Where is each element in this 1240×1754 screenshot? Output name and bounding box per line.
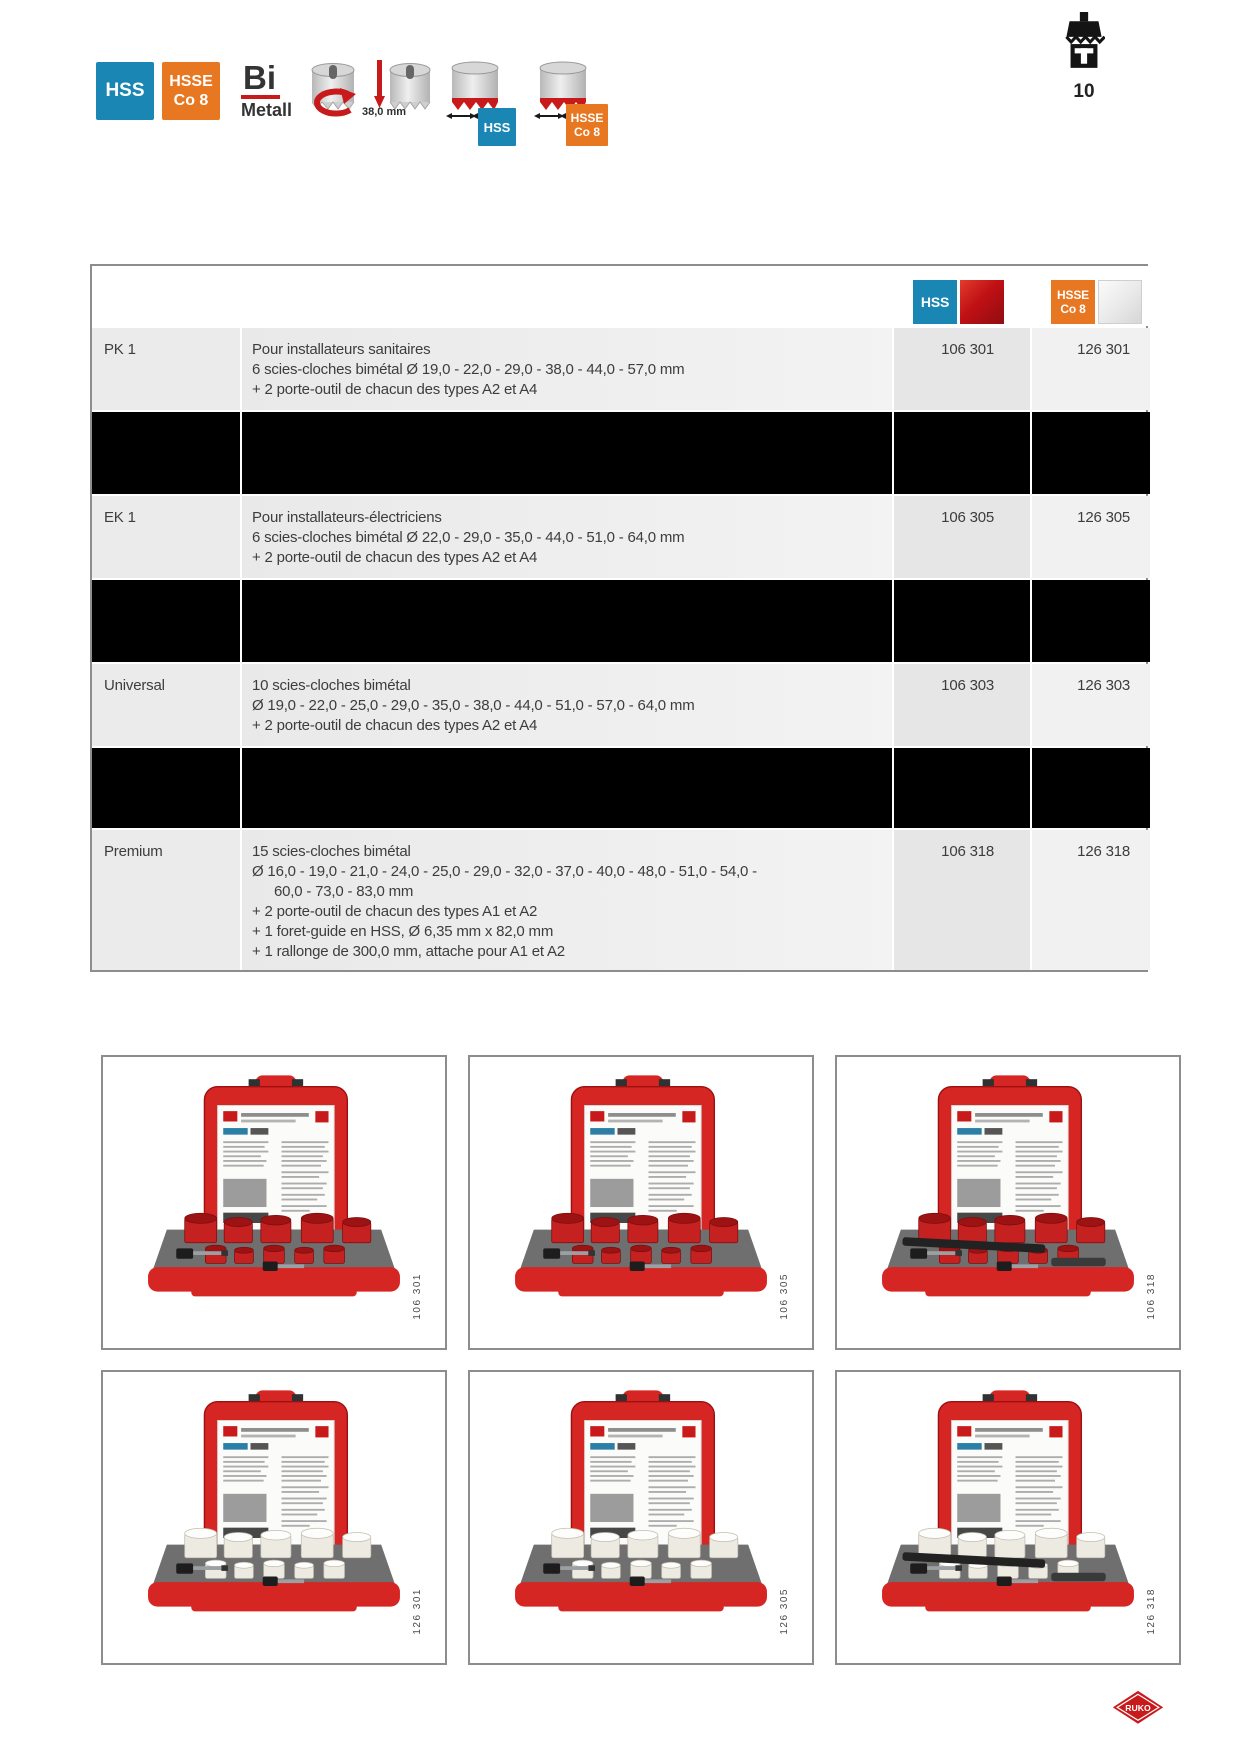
description-line: Pour installateurs sanitaires	[252, 341, 431, 358]
table-header-hss-col	[894, 266, 1030, 326]
product-name-cell: Universal	[92, 664, 240, 746]
chapter-holesaw-icon	[1063, 12, 1105, 72]
hsse-badge-line1: HSSE	[169, 73, 213, 90]
table-separator-cell	[242, 748, 892, 828]
cutting-depth-icon	[374, 58, 436, 130]
svg-text:RUKO: RUKO	[1125, 1702, 1151, 1713]
hss-case-thumbnail	[960, 280, 1004, 324]
product-description-cell	[242, 496, 892, 578]
description-line: 6 scies-cloches bimétal Ø 22,0 - 29,0 - 35,0 - 44,0 - 51,0 - 64,0 mm	[252, 529, 685, 546]
tool-case-illustration	[133, 1388, 415, 1641]
table-separator-cell	[92, 580, 240, 662]
ruko-logo	[1112, 1690, 1164, 1728]
article-number-hsse-cell: 126 303	[1032, 664, 1150, 746]
article-number-hss-cell: 106 301	[894, 328, 1030, 410]
description-line: + 1 rallonge de 300,0 mm, attache pour A1 et A2	[252, 943, 565, 960]
product-description-cell	[242, 328, 892, 410]
tool-case-photo	[867, 1073, 1149, 1326]
table-separator-cell	[894, 412, 1030, 494]
description-line: Ø 19,0 - 22,0 - 25,0 - 29,0 - 35,0 - 38,0 - 44,0 - 51,0 - 57,0 - 64,0 mm	[252, 697, 695, 714]
table-separator-cell	[242, 580, 892, 662]
tool-case-illustration	[500, 1073, 782, 1326]
hss-badge-label: HSS	[105, 80, 145, 101]
product-name-cell: EK 1	[92, 496, 240, 578]
tool-case-illustration	[867, 1073, 1149, 1326]
hsse-mini-badge	[566, 104, 608, 146]
hss-mini-badge	[478, 108, 516, 146]
hsse-mini-line1: HSSE	[570, 111, 604, 125]
article-number-hsse-cell: 126 301	[1032, 328, 1150, 410]
description-line: Ø 16,0 - 19,0 - 21,0 - 24,0 - 25,0 - 29,0 - 32,0 - 37,0 - 40,0 - 48,0 - 51,0 - 54,0 -	[252, 863, 757, 880]
holesaw-rotation-icon	[302, 58, 364, 130]
tool-case-illustration	[867, 1388, 1149, 1641]
bimetall-logo	[241, 59, 293, 121]
table-separator-cell	[894, 580, 1030, 662]
product-name-cell: Premium	[92, 830, 240, 970]
table-separator-cell	[92, 412, 240, 494]
photo-article-caption: 106 301	[412, 1273, 423, 1320]
photo-article-caption: 106 305	[779, 1273, 790, 1320]
bimetall-bi-text: Bi	[241, 62, 280, 99]
hsse-case-thumbnail	[1098, 280, 1142, 324]
article-number-hss-cell: 106 303	[894, 664, 1030, 746]
tool-case-illustration	[500, 1388, 782, 1641]
table-header-name-col	[92, 266, 240, 326]
hsse-badge-line2: Co 8	[173, 92, 209, 109]
description-line: + 2 porte-outil de chacun des types A2 et A4	[252, 717, 538, 734]
photo-article-caption: 106 318	[1146, 1273, 1157, 1320]
product-photo-box	[835, 1370, 1181, 1665]
tool-case-illustration	[133, 1073, 415, 1326]
product-photo-box	[468, 1370, 814, 1665]
product-description-cell	[242, 664, 892, 746]
description-line: 60,0 - 73,0 - 83,0 mm	[274, 883, 414, 900]
article-number-hsse-cell: 126 305	[1032, 496, 1150, 578]
hsse-material-badge	[162, 62, 220, 120]
product-photo-box	[101, 1055, 447, 1350]
photo-article-caption: 126 318	[1146, 1588, 1157, 1635]
tool-case-photo	[133, 1388, 415, 1641]
article-number-hss-cell: 106 305	[894, 496, 1030, 578]
hss-mini-label: HSS	[483, 119, 511, 135]
photo-article-caption: 126 305	[779, 1588, 790, 1635]
product-description-cell	[242, 830, 892, 970]
description-line: 15 scies-cloches bimétal	[252, 843, 411, 860]
table-separator-cell	[1032, 580, 1150, 662]
hss-material-badge	[96, 62, 154, 120]
table-header-desc-col	[242, 266, 892, 326]
description-line: + 2 porte-outil de chacun des types A2 et A4	[252, 549, 538, 566]
tool-case-photo	[133, 1073, 415, 1326]
tool-case-photo	[867, 1388, 1149, 1641]
article-number-hsse-cell: 126 318	[1032, 830, 1150, 970]
hsse-column-badge	[1051, 280, 1095, 324]
hsse-column-badge-line2: Co 8	[1060, 302, 1086, 316]
product-table	[90, 264, 1148, 972]
tool-case-photo	[500, 1073, 782, 1326]
table-separator-cell	[1032, 748, 1150, 828]
table-separator-cell	[242, 412, 892, 494]
depth-value-label: 38,0 mm	[362, 106, 407, 118]
article-number-hss-cell: 106 318	[894, 830, 1030, 970]
bimetall-metall-text: Metall	[241, 100, 293, 120]
product-photo-box	[468, 1055, 814, 1350]
table-separator-cell	[92, 748, 240, 828]
table-header-hsse-col	[1032, 266, 1150, 326]
hsse-column-badge-line1: HSSE	[1057, 288, 1089, 302]
description-line: 10 scies-cloches bimétal	[252, 677, 411, 694]
product-photo-box	[835, 1055, 1181, 1350]
tool-case-photo	[500, 1388, 782, 1641]
description-line: 6 scies-cloches bimétal Ø 19,0 - 22,0 - 29,0 - 38,0 - 44,0 - 57,0 mm	[252, 361, 685, 378]
page-number: 10	[1073, 81, 1095, 102]
table-separator-cell	[894, 748, 1030, 828]
description-line: + 2 porte-outil de chacun des types A2 et A4	[252, 381, 538, 398]
table-separator-cell	[1032, 412, 1150, 494]
description-line: + 1 foret-guide en HSS, Ø 6,35 mm x 82,0 mm	[252, 923, 554, 940]
chapter-tab	[1058, 12, 1110, 103]
photo-article-caption: 126 301	[412, 1588, 423, 1635]
description-line: Pour installateurs-électriciens	[252, 509, 442, 526]
hsse-mini-line2: Co 8	[573, 125, 600, 139]
description-line: + 2 porte-outil de chacun des types A1 et A2	[252, 903, 538, 920]
hss-column-badge: HSS	[913, 280, 957, 324]
product-name-cell: PK 1	[92, 328, 240, 410]
product-photo-box	[101, 1370, 447, 1665]
